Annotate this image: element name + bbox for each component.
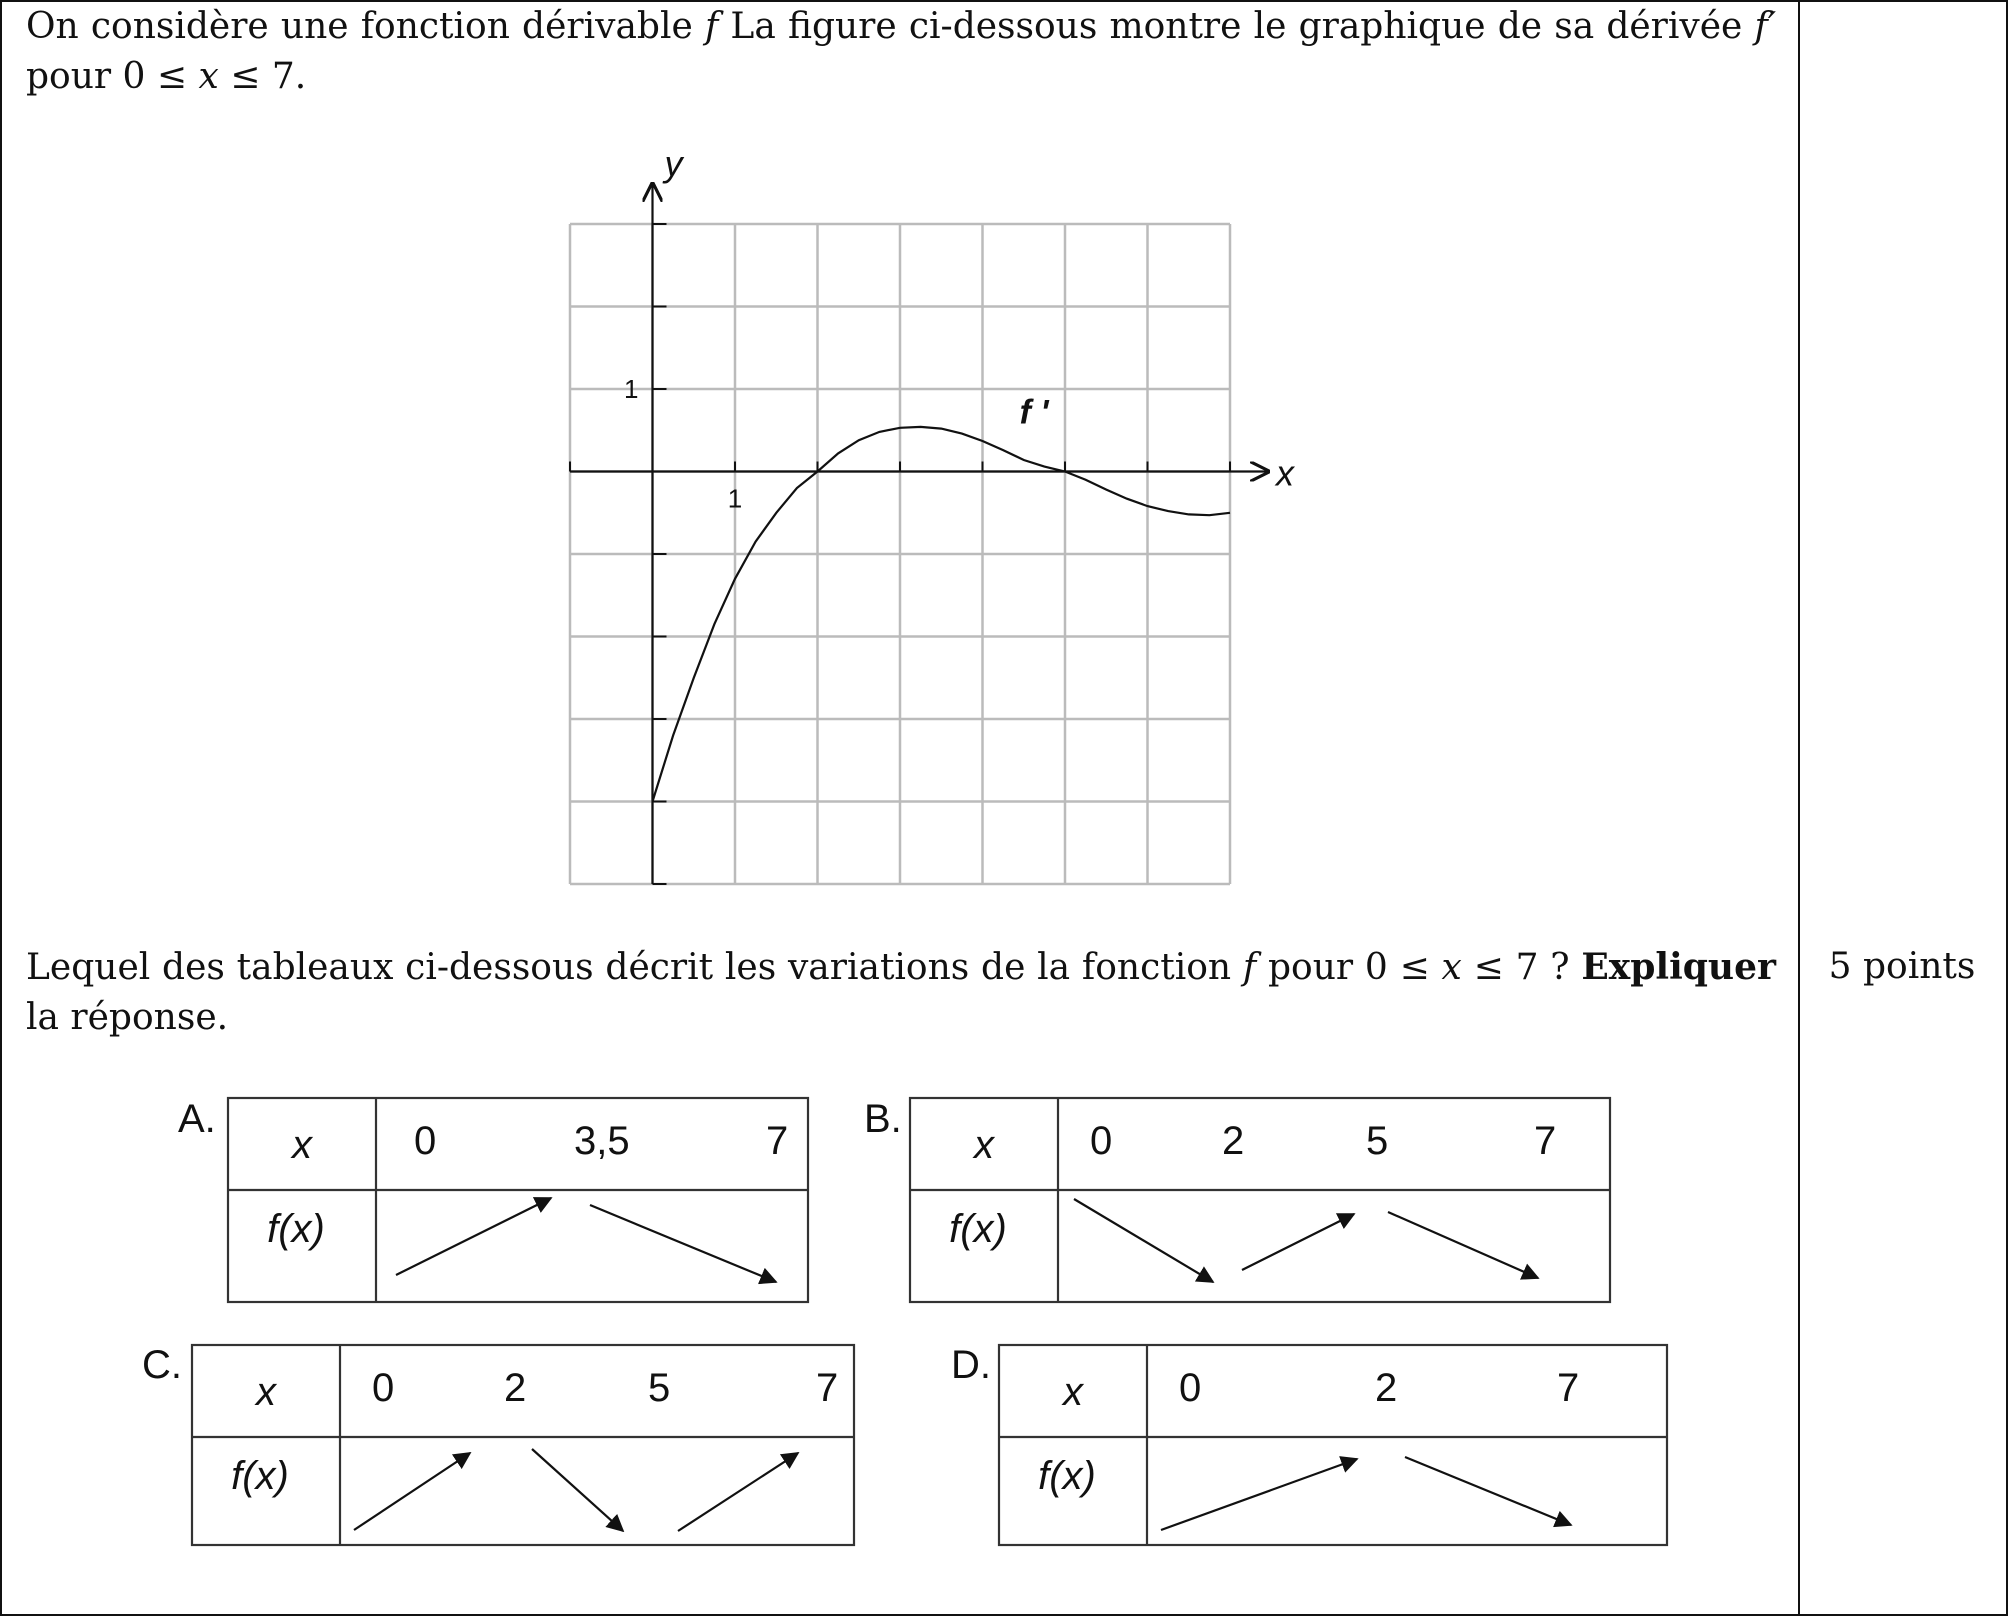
variation-arrow-up — [1242, 1214, 1354, 1270]
table-x-value: 2 — [1375, 1366, 1398, 1410]
table-x-value: 2 — [504, 1366, 527, 1410]
table-x-value: 0 — [1090, 1119, 1113, 1163]
intro-text-1: On considère une fonction dérivable — [26, 6, 705, 47]
table-x-value: 0 — [414, 1119, 437, 1163]
variation-table-d — [951, 1343, 1667, 1545]
table-letter: A. — [178, 1097, 216, 1141]
y-axis-label: y — [664, 143, 683, 184]
question-x: x — [1441, 947, 1462, 988]
table-x-value: 0 — [372, 1366, 395, 1410]
table-letter: C. — [142, 1343, 182, 1387]
y-tick-label: 1 — [624, 374, 639, 404]
table-letter: B. — [864, 1097, 902, 1141]
variation-arrow-down — [1405, 1457, 1571, 1525]
table-x-header: x — [256, 1370, 276, 1414]
variation-arrow-up — [396, 1198, 551, 1275]
variation-table-b — [864, 1097, 1610, 1302]
question-text-3: ≤ 7 ? — [1461, 947, 1582, 988]
table-x-value: 7 — [816, 1366, 839, 1410]
intro-f: f — [704, 6, 719, 47]
intro-text-2: La figure ci-dessous montre le graphique de sa dérivée — [718, 6, 1755, 47]
x-axis-label: x — [1276, 452, 1294, 494]
table-border — [228, 1098, 808, 1302]
question-bold-explain: Expliquer — [1581, 946, 1776, 988]
variation-arrow-down — [1388, 1212, 1538, 1278]
question-text-1: Lequel des tableaux ci-dessous décrit les variations de la fonction — [26, 947, 1243, 988]
points-label: 5 points — [1828, 946, 1976, 987]
intro-text-4: ≤ 7. — [218, 56, 307, 97]
table-x-value: 7 — [766, 1119, 789, 1163]
table-f-header: f(x) — [1038, 1454, 1096, 1498]
variation-arrow-down — [590, 1205, 776, 1282]
variation-table-a — [178, 1097, 808, 1302]
table-x-header: x — [974, 1123, 994, 1167]
table-letter: D. — [951, 1343, 991, 1387]
series-label-fprime: f ' — [1019, 393, 1049, 432]
table-x-value: 7 — [1557, 1366, 1580, 1410]
table-f-header: f(x) — [949, 1207, 1007, 1251]
table-x-value: 0 — [1179, 1366, 1202, 1410]
table-x-value: 2 — [1222, 1119, 1245, 1163]
variation-table-c — [142, 1343, 854, 1545]
question-text-2: pour 0 ≤ — [1256, 947, 1442, 988]
variation-arrow-up — [678, 1453, 798, 1531]
table-x-value: 3,5 — [574, 1119, 630, 1163]
variation-arrow-down — [532, 1449, 623, 1531]
table-f-header: f(x) — [267, 1207, 325, 1251]
table-x-value: 5 — [1366, 1119, 1389, 1163]
table-x-value: 5 — [648, 1366, 671, 1410]
intro-fprime: f′ — [1754, 6, 1776, 47]
question-text-4: la réponse. — [26, 997, 229, 1038]
intro-x: x — [198, 56, 219, 97]
table-x-value: 7 — [1534, 1119, 1557, 1163]
table-border — [910, 1098, 1610, 1302]
x-tick-label: 1 — [727, 483, 743, 514]
table-x-header: x — [292, 1123, 312, 1167]
table-f-header: f(x) — [231, 1454, 289, 1498]
table-x-header: x — [1063, 1370, 1083, 1414]
variation-arrow-down — [1074, 1199, 1213, 1282]
variation-arrow-up — [1161, 1459, 1357, 1530]
question-f: f — [1242, 947, 1257, 988]
variation-arrow-up — [354, 1453, 470, 1530]
intro-text-3: pour 0 ≤ — [26, 56, 199, 97]
